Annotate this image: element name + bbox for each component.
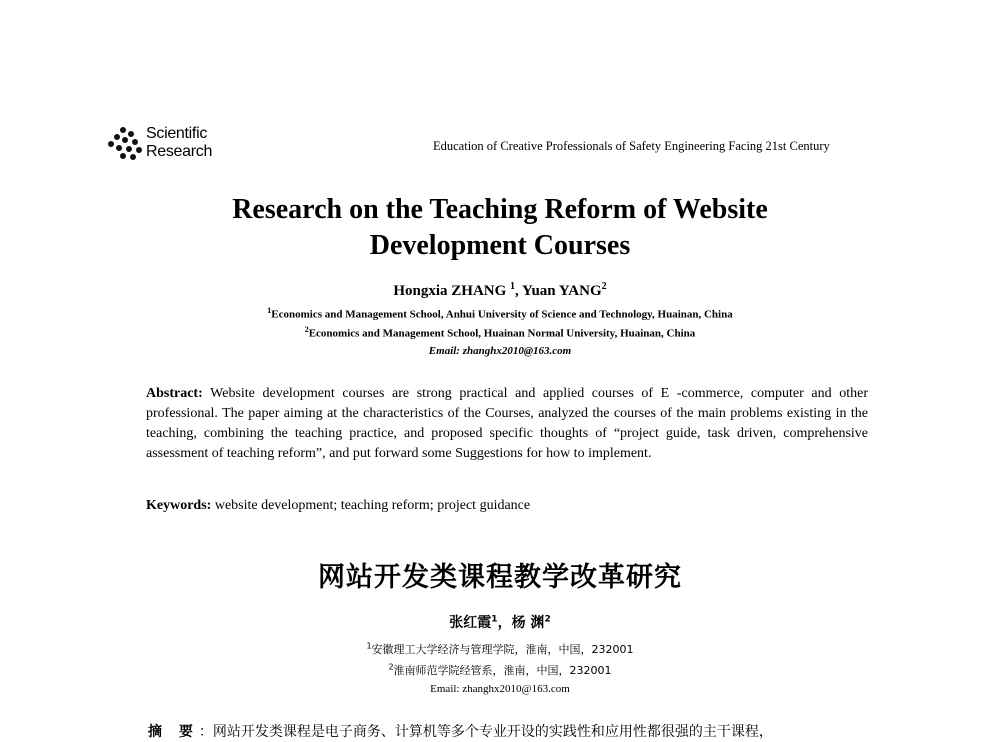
- chinese-author-mark: 2: [544, 614, 551, 625]
- keywords-text: website development; teaching reform; project guidance: [214, 498, 531, 513]
- author-affiliation-mark: 1: [510, 281, 516, 292]
- abstract-text: Website development courses are strong practical and applied courses of E -commerce, computer and other professional. The paper aiming at the characteristics of the Courses, analyzed the courses of the main problems existing in the teaching, combining the teaching practice, and proposed specific thoughts of “project guide, task driven, comprehensive assessment of teaching reform”, and put forward some Suggestions for how to implement.: [146, 386, 869, 461]
- author-affiliation-mark: 2: [601, 281, 607, 292]
- chinese-author-name: 张红霞: [449, 615, 492, 631]
- running-head: Education of Creative Professionals of Safety Engineering Facing 21st Century: [433, 139, 830, 153]
- chinese-affiliation-mark: 2: [388, 662, 394, 672]
- chinese-email: Email: zhanghx2010@163.com: [430, 683, 570, 695]
- paper-title: [0, 192, 1000, 264]
- chinese-abstract-text: 网站开发类课程是电子商务、计算机等多个专业开设的实践性和应用性都很强的主干课程，: [212, 724, 773, 740]
- author-list: [0, 281, 1000, 300]
- chinese-affiliation-text: 安徽理工大学经济与管理学院，淮南，中国，232001: [371, 643, 634, 656]
- chinese-affiliation-text: 淮南师范学院经管系，淮南，中国，232001: [393, 664, 612, 677]
- chinese-abstract-colon: ：: [198, 724, 213, 740]
- logo-text-line1: Scientific: [146, 125, 208, 142]
- affiliation-mark: 2: [304, 325, 309, 334]
- author-email: Email: zhanghx2010@163.com: [428, 345, 572, 357]
- chinese-affiliation-mark: 1: [366, 641, 372, 651]
- chinese-author-name: 杨 渊: [511, 615, 545, 631]
- abstract-label: Abstract:: [146, 386, 203, 401]
- chinese-title: 网站开发类课程教学改革研究: [318, 562, 682, 593]
- affiliation-mark: 1: [267, 306, 272, 315]
- abstract: [146, 384, 868, 464]
- chinese-abstract: [148, 721, 888, 741]
- paper-title-line2: Development Courses: [369, 230, 631, 261]
- author-name: Hongxia ZHANG: [393, 283, 507, 299]
- chinese-author-mark: 1: [491, 614, 498, 625]
- affiliation-text: Economics and Management School, Anhui University of Science and Technology, Huainan, China: [271, 308, 733, 321]
- affiliation: [0, 325, 1000, 340]
- author-name: Yuan YANG: [522, 283, 602, 299]
- publisher-logo: [108, 124, 218, 164]
- affiliation-text: Economics and Management School, Huainan Normal University, Huainan, China: [308, 327, 696, 340]
- affiliation: [0, 306, 1000, 321]
- chinese-abstract-label: 摘 要: [148, 724, 199, 740]
- chinese-affiliation: [0, 641, 1000, 657]
- chinese-author-list: [0, 612, 1000, 632]
- paper-title-line1: Research on the Teaching Reform of Website: [232, 194, 768, 225]
- logo-text-line2: Research: [146, 143, 213, 160]
- keywords: [146, 498, 868, 514]
- chinese-affiliation: [0, 662, 1000, 678]
- author-separator: ,: [515, 283, 522, 299]
- chinese-author-separator: ，: [497, 615, 512, 631]
- keywords-label: Keywords:: [146, 498, 212, 513]
- logo-dots-icon: [108, 127, 144, 161]
